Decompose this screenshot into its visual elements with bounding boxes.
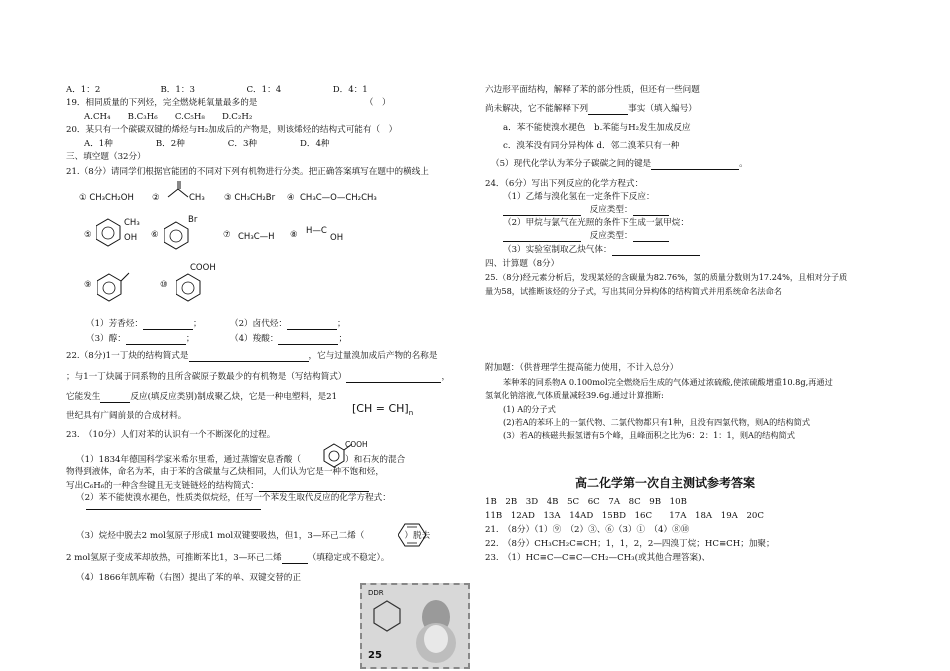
q23-p3-line2: 2 mol氢原子变成苯却放热，可推断苯比1，3—环己二烯 （填稳定或不稳定）。 bbox=[66, 553, 390, 563]
answer-key-title: 高二化学第一次自主测试参考答案 bbox=[575, 476, 756, 490]
cyclohexadiene-structure bbox=[398, 522, 428, 548]
polyacetylene-formula: $[CH = CH]_n$ bbox=[352, 402, 414, 418]
section-fill-in: 三、填空题（32分） bbox=[66, 152, 146, 162]
q23-p1-line3: 写出C₆H₆的一种含叁键且无支链链烃的结构简式： bbox=[66, 481, 369, 492]
q21-halide: （2）卤代烃： ； bbox=[230, 319, 346, 329]
q20-options: A．1种 B．2种 C．3种 D．4种 bbox=[84, 139, 330, 149]
compound-9-ring bbox=[97, 268, 131, 302]
q23-p4: （4）1866年凯库勒（右图）提出了苯的单、双键交替的正 bbox=[76, 573, 301, 583]
q19-stem: 19．相同质量的下列烃，完全燃烧耗氧量最多的是 （ ） bbox=[66, 98, 391, 108]
answers-1-10: 1B 2B 3D 4B 5C 6C 7A 8C 9B 10B bbox=[485, 497, 687, 507]
compound-8-hydroxyl: OH bbox=[330, 233, 344, 243]
bonus-line1: 苯种苯的同系物A 0.100mol完全燃烧后生成的气体通过浓硫酸,使浓硫酸增重10.8g,再通过 bbox=[503, 377, 833, 387]
q23-p4-cont: 六边形平面结构，解释了苯的部分性质，但还有一些问题 bbox=[485, 85, 700, 95]
q23-p2-blank bbox=[86, 509, 261, 510]
compound-8-num: ⑧ bbox=[290, 230, 298, 240]
q25-line2: 量为58，试推断该烃的分子式，写出其同分异构体的结构简式并用系统命名法命名 bbox=[485, 286, 782, 296]
answer-21: 21. （8分）（1）⑨ （2）③、⑥（3）① （4）⑧⑩ bbox=[485, 525, 690, 535]
compound-6-num: ⑥ bbox=[151, 230, 159, 240]
compound-7-num: ⑦ bbox=[223, 230, 231, 240]
q21-aromatic: （1）芳香烃： ； bbox=[86, 319, 202, 329]
q21-alcohol: （3）醇： ； bbox=[86, 334, 195, 344]
q22-line3: 它能发生 反应(填反应类别)制成聚乙炔，它是一种电塑料，是21 bbox=[66, 392, 338, 402]
compound-5-ring bbox=[96, 215, 126, 247]
q23-p3-line1: （3）烷烃中脱去2 mol氢原子形成1 mol双键要吸热，但1，3—环己二烯（ ）脱去 bbox=[76, 531, 431, 541]
q23-p4-line2: 尚未解决，它不能解释下列 事实（填入编号） bbox=[485, 104, 697, 114]
answer-22: 22. （8分）CH₃CH₂C≡CH；1，1，2，2—四溴丁烷；HC≡CH；加聚； bbox=[485, 539, 775, 549]
compound-7: CH₃C—H bbox=[238, 232, 275, 242]
compound-5-num: ⑤ bbox=[84, 230, 92, 240]
svg-text:O bbox=[175, 181, 181, 182]
compound-10-ring bbox=[176, 270, 206, 302]
q24-p2: （2）甲烷与氯气在光照的条件下生成一氯甲烷： bbox=[503, 218, 689, 228]
bonus-p2: (2)若A的苯环上的一氯代物、二氯代物都只有1种，且没有四氯代物，则A的结构简式 bbox=[503, 417, 811, 427]
stamp-country: DDR bbox=[368, 589, 384, 597]
bonus-line2: 氢氧化钠溶液,气体质量减轻39.6g.通过计算推断: bbox=[485, 390, 664, 400]
bonus-header: 附加题：（供普理学生提高能力使用，不计入总分） bbox=[485, 363, 679, 373]
compound-3: ③ CH₃CH₂Br bbox=[224, 193, 276, 203]
q18-options: A．1：2 B．1：3 C．1：4 D．4：1 bbox=[66, 85, 368, 95]
compound-4: CH₃C—O—CH₂CH₃ bbox=[300, 193, 377, 203]
q23-p1-line1: （1）1834年德国科学家米希尔里希，通过蒸馏安息香酸（ ）和石灰的混合 bbox=[76, 455, 406, 465]
q23-p5: （5）现代化学认为苯分子碳碳之间的键是 。 bbox=[491, 159, 748, 169]
q24-p3: （3）实验室制取乙炔气体： bbox=[503, 245, 700, 256]
q23-option-ab: a．苯不能使溴水褪色 b.苯能与H₂发生加成反应 bbox=[503, 123, 691, 133]
q24-p1: （1）乙烯与溴化氢在一定条件下反应： bbox=[503, 192, 655, 202]
kekule-stamp-image bbox=[360, 583, 470, 669]
q19-options: A.CH₄ B.C₃H₆ C.C₅H₈ D.C₂H₂ bbox=[84, 112, 253, 122]
q24-p1-type: 反应类型： bbox=[503, 205, 669, 216]
compound-4-num: ④ bbox=[287, 193, 295, 203]
stamp-value: 25 bbox=[368, 650, 382, 661]
benzoic-acid-group: COOH bbox=[345, 440, 368, 449]
q23-stem: 23. （10分）人们对苯的认识有一个不断深化的过程。 bbox=[66, 430, 276, 440]
compound-6-bromo: Br bbox=[188, 215, 198, 225]
q24-p2-type: 反应类型： bbox=[503, 231, 669, 242]
bonus-p3: (3）若A的核磁共振氢谱有5个峰，且峰面积之比为6：2：1：1，则A的结构简式 bbox=[503, 430, 795, 440]
answer-23: 23. （1）HC≡C—C≡C—CH₂—CH₃(或其他合理答案)、 bbox=[485, 553, 711, 563]
compound-5-hydroxyl: OH bbox=[124, 233, 138, 243]
compound-10-num: ⑩ bbox=[160, 280, 168, 290]
q22-line1: 22.（8分)1一丁炔的结构简式是 ，它与过量溴加成后产物的名称是 bbox=[66, 351, 438, 361]
compound-1: ① CH₃CH₂OH bbox=[79, 193, 134, 203]
compound-2-num: ② bbox=[152, 193, 160, 203]
answers-11-20: 11B 12AD 13A 14AD 15BD 16C 17A 18A 19A 20C bbox=[485, 511, 764, 521]
q25-line1: 25.（8分)经元素分析后，发现某烃的含碳量为82.76%，氢的质量分数则为17.24%，且相对分子质 bbox=[485, 272, 848, 282]
bonus-p1: (1) A的分子式 bbox=[503, 404, 556, 414]
q22-line4: 世纪具有广阔前景的合成材料。 bbox=[66, 411, 187, 421]
compound-9-num: ⑨ bbox=[84, 280, 92, 290]
q21-acid: （4）羧酸： ； bbox=[230, 334, 348, 344]
q23-p1-line2: 物得到液体，命名为苯，由于苯的含碳量与乙炔相同，人们认为它是一种不饱和烃， bbox=[66, 467, 384, 477]
q20-stem: 20．某只有一个碳碳双键的烯烃与H₂加成后的产物是，则该烯烃的结构式可能有（ ） bbox=[66, 125, 398, 135]
compound-2-group: CH₃ bbox=[189, 193, 205, 203]
q24-stem: 24．（6分）写出下列反应的化学方程式： bbox=[485, 179, 644, 189]
q23-p2: （2）苯不能使溴水褪色，性质类似烷烃，任写一个苯发生取代反应的化学方程式： bbox=[76, 493, 391, 503]
compound-8: H—C bbox=[306, 226, 327, 236]
q23-option-cd: c．溴苯没有同分异构体 d．邻二溴苯只有一种 bbox=[503, 141, 680, 151]
compound-10-carboxyl: COOH bbox=[190, 263, 216, 273]
q22-line2: ；与1一丁炔属于同系物的且所含碳原子数最少的有机物是（写结构简式） ， bbox=[66, 372, 451, 382]
q21-stem: 21.（8分）请同学们根据官能团的不同对下列有机物进行分类。把正确答案填写在题中的横线上 bbox=[66, 167, 429, 177]
compound-5-methyl: CH₃ bbox=[124, 218, 140, 228]
section-calc: 四、计算题（8分） bbox=[485, 259, 560, 269]
